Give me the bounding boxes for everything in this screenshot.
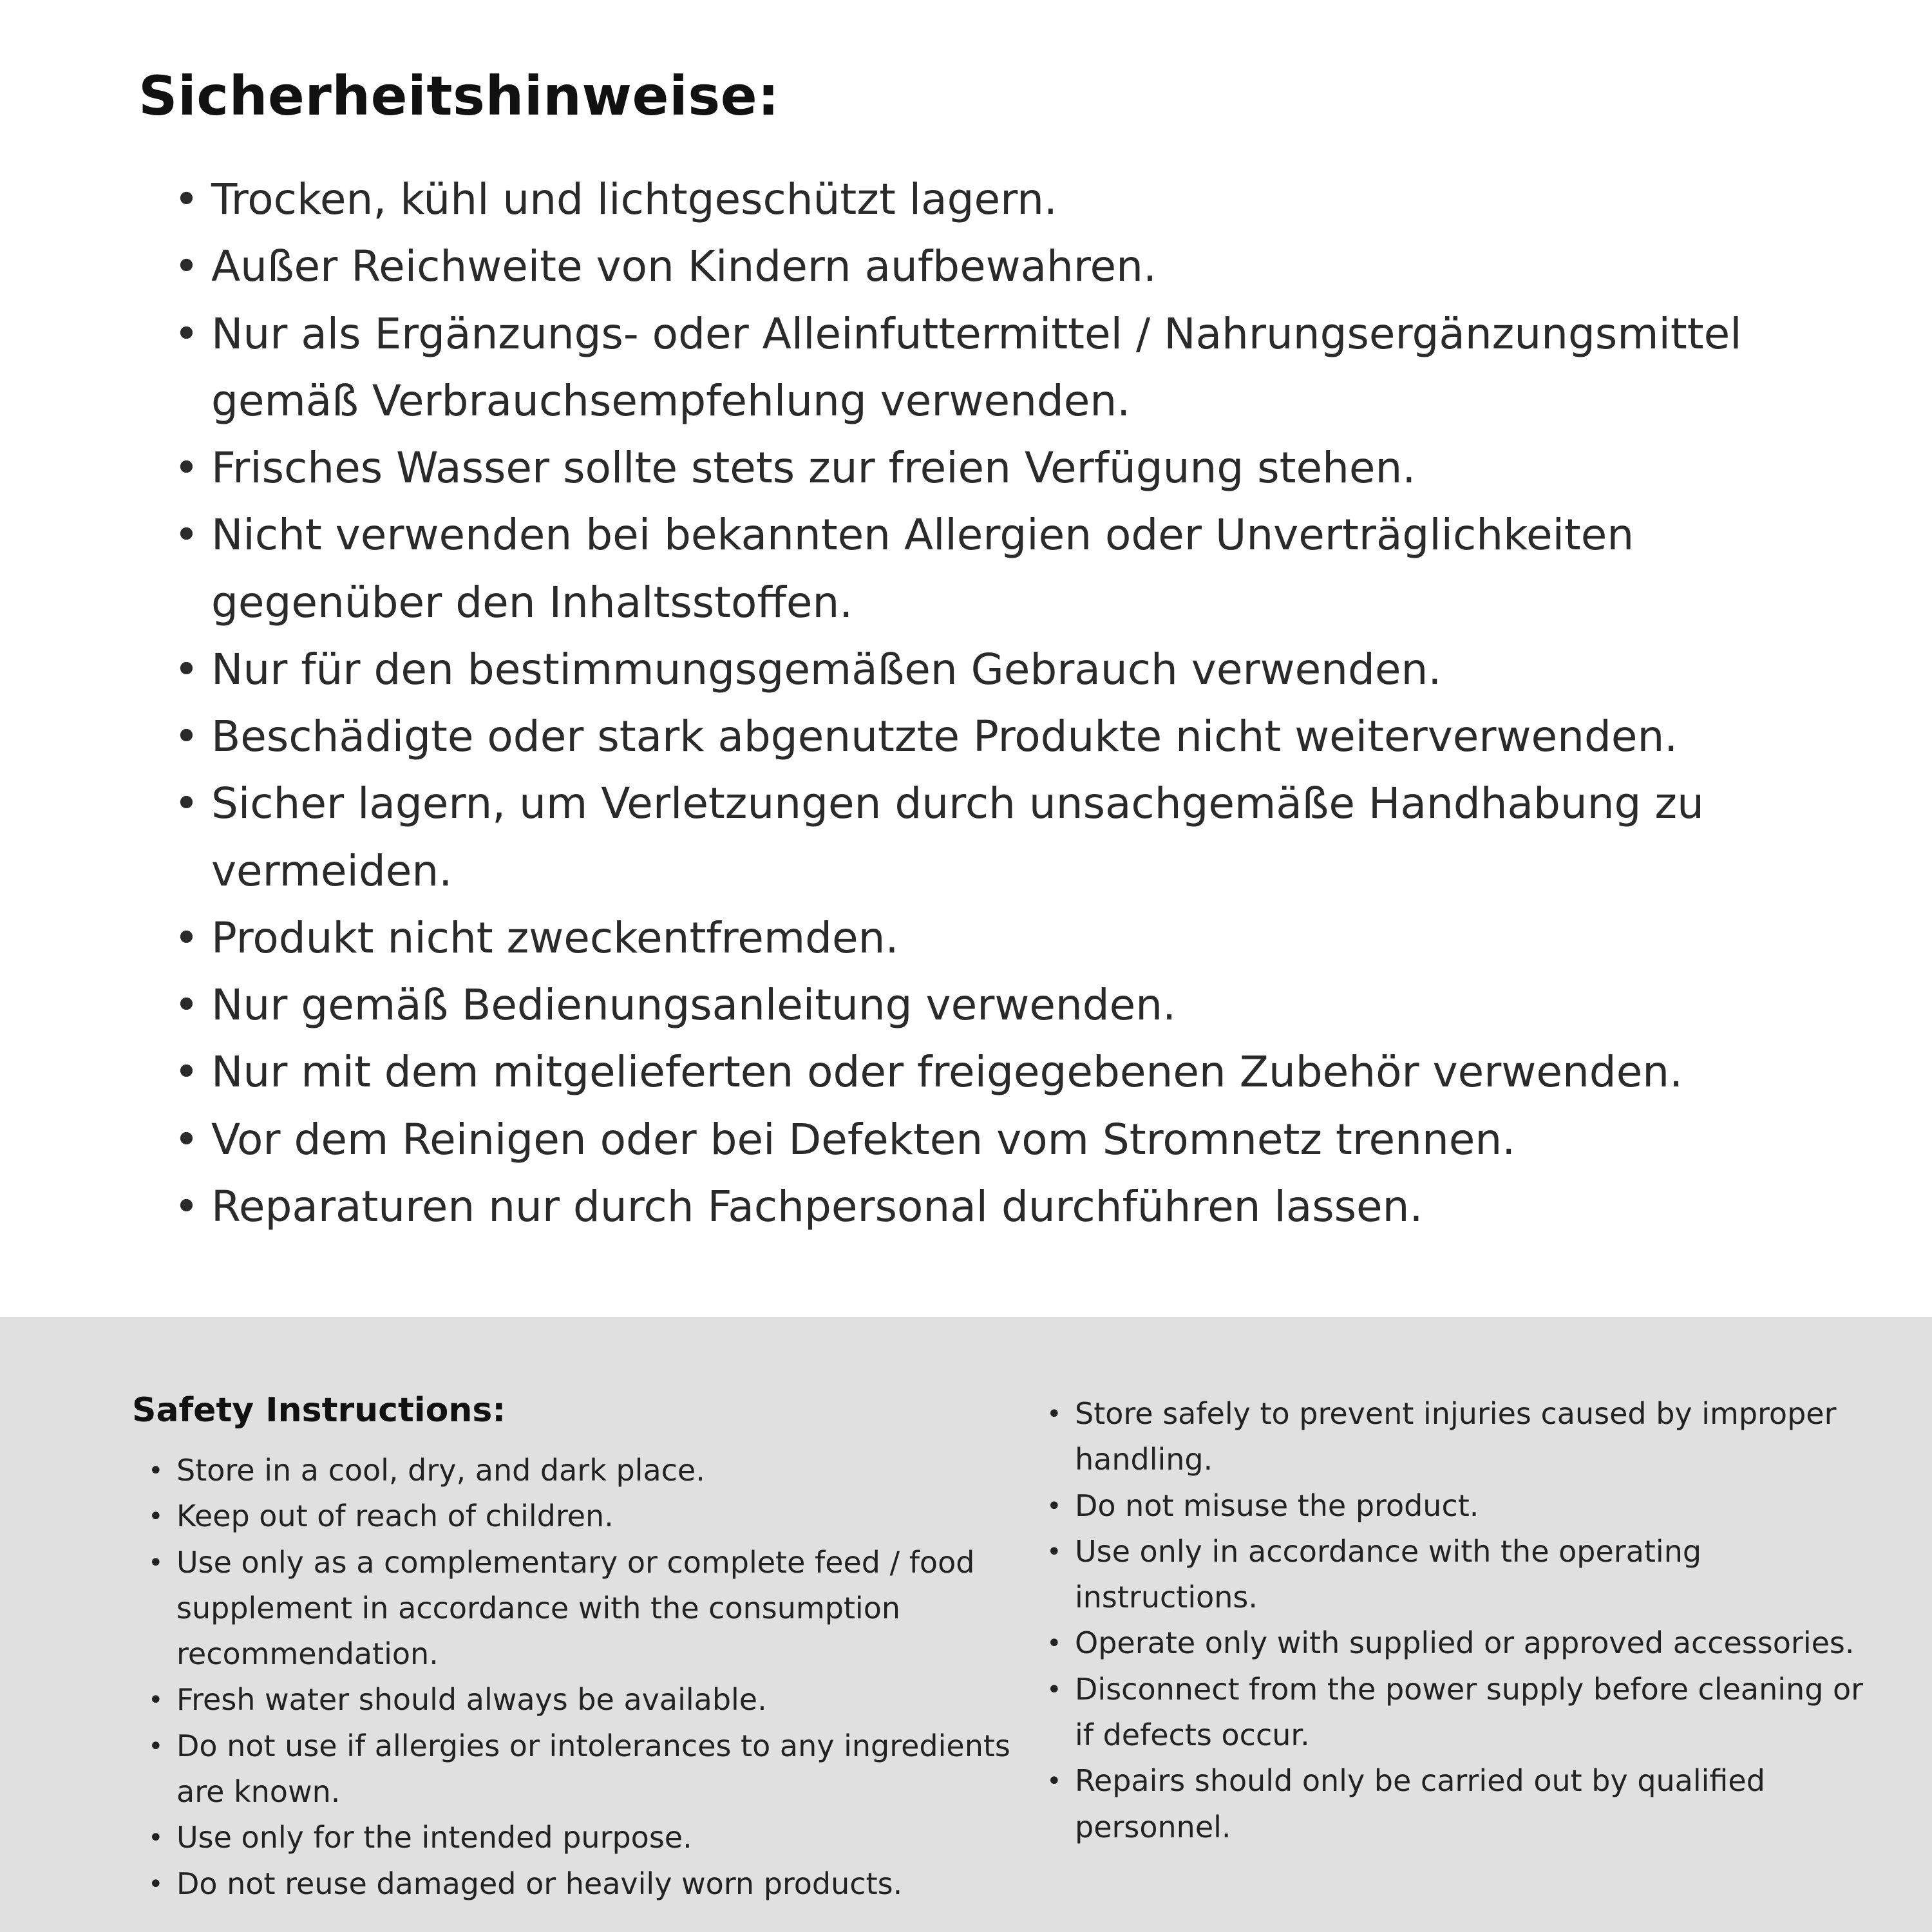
list-item: • Do not use if allergies or intolerances to any ingredients are known. (148, 1723, 1034, 1815)
english-right-column (1034, 1391, 1874, 1850)
list-item: • Use only in accordance with the operating instructions. (1046, 1529, 1874, 1621)
list-item: • Do not misuse the product. (1046, 1483, 1874, 1529)
list-item: • Store safely to prevent injuries caused by improper handling. (1046, 1391, 1874, 1483)
list-item: • Use only as a complementary or complete feed / food supplement in accordance with the consumption recommendation. (148, 1540, 1034, 1678)
english-columns (132, 1391, 1874, 1907)
list-item: • Beschädigte oder stark abgenutzte Produkte nicht weiterverwenden. (174, 703, 1855, 770)
german-safety-list (138, 166, 1855, 1240)
list-item: • Produkt nicht zweckentfremden. (174, 905, 1855, 972)
list-item: • Trocken, kühl und lichtgeschützt lagern. (174, 166, 1855, 233)
list-item: • Disconnect from the power supply before cleaning or if defects occur. (1046, 1667, 1874, 1759)
german-section-title: Sicherheitshinweise: (138, 64, 780, 128)
list-item: • Außer Reichweite von Kindern aufbewahren. (174, 233, 1855, 300)
list-item: • Fresh water should always be available. (148, 1677, 1034, 1723)
list-item: • Nicht verwenden bei bekannten Allergien oder Unverträglichkeiten gegenüber den Inhaltsstoffen. (174, 502, 1855, 636)
english-left-column (132, 1391, 1034, 1907)
list-item: • Store in a cool, dry, and dark place. (148, 1448, 1034, 1493)
list-item: • Sicher lagern, um Verletzungen durch unsachgemäße Handhabung zu vermeiden. (174, 770, 1855, 905)
list-item: • Nur mit dem mitgelieferten oder freigegebenen Zubehör verwenden. (174, 1039, 1855, 1106)
list-item: • Nur gemäß Bedienungsanleitung verwenden. (174, 972, 1855, 1039)
english-safety-list-right (1046, 1391, 1874, 1850)
english-safety-section (0, 1317, 1932, 1932)
list-item: • Keep out of reach of children. (148, 1493, 1034, 1539)
list-item: • Frisches Wasser sollte stets zur freien Verfügung stehen. (174, 435, 1855, 502)
english-section-title: Safety Instructions: (132, 1391, 506, 1430)
list-item: • Operate only with supplied or approved accessories. (1046, 1620, 1874, 1666)
list-item: • Vor dem Reinigen oder bei Defekten vom Stromnetz trennen. (174, 1106, 1855, 1173)
list-item: • Nur für den bestimmungsgemäßen Gebrauch verwenden. (174, 636, 1855, 703)
list-item: • Repairs should only be carried out by qualified personnel. (1046, 1758, 1874, 1850)
list-item: • Do not reuse damaged or heavily worn products. (148, 1861, 1034, 1907)
list-item: • Use only for the intended purpose. (148, 1815, 1034, 1861)
list-item: • Nur als Ergänzungs- oder Alleinfuttermittel / Nahrungsergänzungsmittel gemäß Verbrauchsempfehlung verwenden. (174, 301, 1855, 435)
list-item: • Reparaturen nur durch Fachpersonal durchführen lassen. (174, 1173, 1855, 1240)
english-safety-list-left (132, 1448, 1034, 1907)
